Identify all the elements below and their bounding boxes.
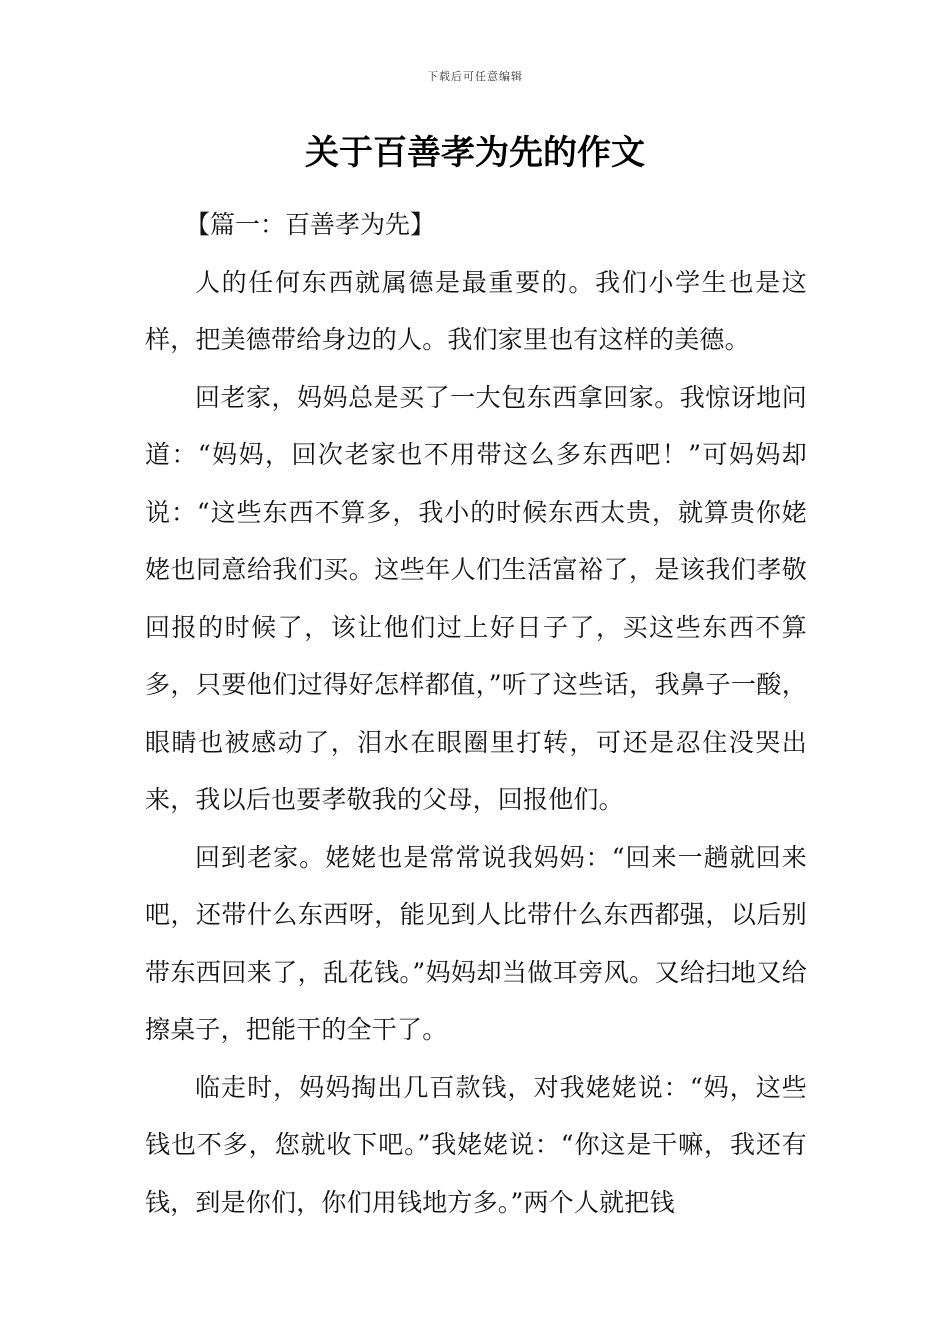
document-body <box>145 196 807 1231</box>
paragraph-1: 人的任何东西就属德是最重要的。我们小学生也是这样，把美德带给身边的人。我们家里也有这样的美德。 <box>145 267 807 354</box>
paragraph-2: 回老家，妈妈总是买了一大包东西拿回家。我惊讶地问道：“妈妈，回次老家也不用带这么多东西吧！”可妈妈却说：“这些东西不算多，我小的时候东西太贵，就算贵你姥姥也同意给我们买。这些年人们生活富裕了，是该我们孝敬回报的时候了，该让他们过上好日子了，买这些东西不算多，只要他们过得好怎样都值，”听了这些话，我鼻子一酸，眼睛也被感动了，泪水在眼圈里打转，可还是忍住没哭出来，我以后也要孝敬我的父母，回报他们。 <box>145 382 807 814</box>
paragraph-4: 临走时，妈妈掏出几百款钱，对我姥姥说：“妈，这些钱也不多，您就收下吧。”我姥姥说：“你这是干嘛，我还有钱，到是你们，你们用钱地方多。”两个人就把钱 <box>145 1072 807 1217</box>
paragraph-3: 回到老家。姥姥也是常常说我妈妈：“回来一趟就回来吧，还带什么东西呀，能见到人比带什么东西都强，以后别带东西回来了，乱花钱。”妈妈却当做耳旁风。又给扫地又给擦桌子，把能干的全干了。 <box>145 842 807 1044</box>
section-heading: 【篇一：百善孝为先】 <box>185 210 436 239</box>
header-note: 下载后可任意编辑 <box>427 70 523 83</box>
document-title: 关于百善孝为先的作文 <box>305 133 645 173</box>
